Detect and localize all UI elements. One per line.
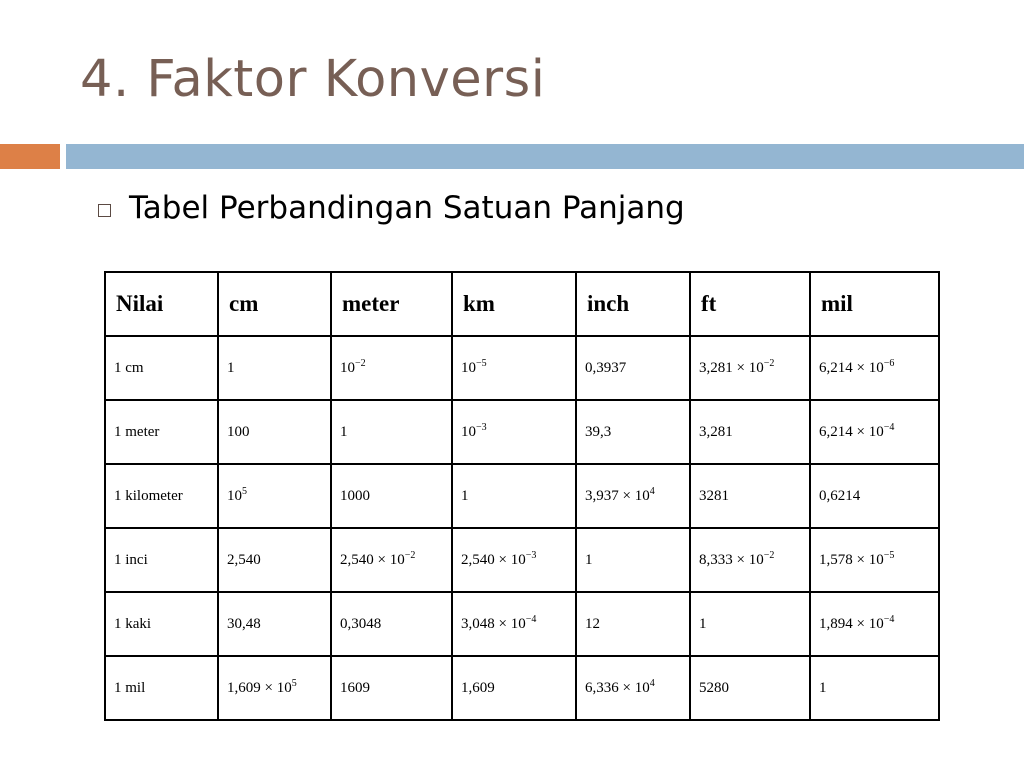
- table-header-row: [105, 272, 939, 336]
- cell-value: 1 inci: [114, 551, 148, 568]
- cell-value: 10: [461, 423, 476, 440]
- table-cell: [810, 528, 939, 592]
- cell-value: 3,281 × 10: [699, 359, 764, 376]
- table-cell: [331, 528, 452, 592]
- cell-value: 3,937 × 10: [585, 487, 650, 504]
- cell-value: 10: [227, 487, 242, 504]
- cell-value: 10: [340, 359, 355, 376]
- cell-exponent: −2: [763, 549, 775, 561]
- table-cell: [690, 336, 810, 400]
- table-cell: [331, 592, 452, 656]
- table-cell: [810, 656, 939, 720]
- cell-value: 2,540: [227, 551, 261, 568]
- cell-value: 1: [699, 615, 707, 632]
- table-cell: [331, 400, 452, 464]
- slide-title: 4. Faktor Konversi: [80, 50, 546, 109]
- cell-exponent: 5: [291, 677, 297, 689]
- header-cell: cm: [218, 272, 331, 336]
- cell-value: 1,578 × 10: [819, 551, 884, 568]
- cell-value: 1: [585, 551, 593, 568]
- cell-exponent: −5: [883, 549, 895, 561]
- cell-exponent: 4: [649, 485, 655, 497]
- table-cell: [690, 592, 810, 656]
- cell-value: 1 mil: [114, 679, 146, 696]
- accent-bar-blue: [66, 144, 1024, 169]
- cell-value: 30,48: [227, 615, 261, 632]
- header-cell: inch: [576, 272, 690, 336]
- cell-exponent: −2: [763, 357, 775, 369]
- table-cell: [452, 464, 576, 528]
- cell-value: 3,048 × 10: [461, 615, 526, 632]
- cell-value: 1 kaki: [114, 615, 152, 632]
- cell-value: 6,336 × 10: [585, 679, 650, 696]
- table-cell: [105, 400, 218, 464]
- cell-value: 0,3937: [585, 359, 627, 376]
- cell-value: 10: [461, 359, 476, 376]
- cell-value: 1 kilometer: [114, 487, 183, 504]
- cell-value: 0,3048: [340, 615, 382, 632]
- table-cell: [452, 656, 576, 720]
- cell-value: 1609: [340, 679, 370, 696]
- table-cell: [576, 336, 690, 400]
- cell-exponent: −3: [525, 549, 537, 561]
- cell-value: 1,609 × 10: [227, 679, 292, 696]
- cell-exponent: −4: [883, 613, 895, 625]
- cell-value: 3281: [699, 487, 729, 504]
- table-cell: [810, 400, 939, 464]
- table-cell: [690, 656, 810, 720]
- cell-value: 1: [340, 423, 348, 440]
- cell-exponent: −6: [883, 357, 895, 369]
- bullet-text: Tabel Perbandingan Satuan Panjang: [129, 190, 685, 226]
- accent-bar-orange: [0, 144, 60, 169]
- table-cell: [105, 656, 218, 720]
- header-cell: Nilai: [105, 272, 218, 336]
- cell-value: 12: [585, 615, 600, 632]
- table-cell: [576, 656, 690, 720]
- cell-value: 5280: [699, 679, 729, 696]
- cell-value: 1 cm: [114, 359, 144, 376]
- header-cell: km: [452, 272, 576, 336]
- table-cell: [452, 592, 576, 656]
- table-cell: [452, 336, 576, 400]
- table-cell: [690, 528, 810, 592]
- table-cell: [331, 656, 452, 720]
- table-cell: [576, 400, 690, 464]
- table-cell: [576, 528, 690, 592]
- cell-value: 1,894 × 10: [819, 615, 884, 632]
- cell-value: 6,214 × 10: [819, 423, 884, 440]
- table-row: [105, 464, 939, 528]
- table-cell: [690, 400, 810, 464]
- table-cell: [452, 400, 576, 464]
- table-cell: [218, 528, 331, 592]
- cell-value: 8,333 × 10: [699, 551, 764, 568]
- cell-exponent: −5: [476, 357, 487, 369]
- table-cell: [331, 464, 452, 528]
- table-cell: [218, 656, 331, 720]
- table-cell: [105, 528, 218, 592]
- table-cell: [218, 336, 331, 400]
- table-row: [105, 528, 939, 592]
- cell-value: 1 meter: [114, 423, 160, 440]
- cell-value: 1: [461, 487, 469, 504]
- cell-exponent: 4: [649, 677, 655, 689]
- cell-value: 6,214 × 10: [819, 359, 884, 376]
- cell-exponent: 5: [242, 485, 247, 497]
- cell-value: 0,6214: [819, 487, 861, 504]
- table-cell: [452, 528, 576, 592]
- table-cell: [576, 592, 690, 656]
- table-row: [105, 592, 939, 656]
- cell-value: 39,3: [585, 423, 612, 440]
- table-cell: [105, 336, 218, 400]
- table-cell: [105, 464, 218, 528]
- table-cell: [690, 464, 810, 528]
- cell-value: 2,540 × 10: [461, 551, 526, 568]
- cell-value: 1,609: [461, 679, 495, 696]
- table-cell: [810, 464, 939, 528]
- table-cell: [218, 592, 331, 656]
- cell-value: 1: [819, 679, 827, 696]
- cell-value: 1000: [340, 487, 370, 504]
- table-cell: [331, 336, 452, 400]
- cell-exponent: −3: [476, 421, 487, 433]
- table-cell: [810, 592, 939, 656]
- header-cell: mil: [810, 272, 939, 336]
- table-cell: [218, 464, 331, 528]
- cell-exponent: −4: [525, 613, 537, 625]
- table-cell: [576, 464, 690, 528]
- header-cell: ft: [690, 272, 810, 336]
- cell-value: 1: [227, 359, 235, 376]
- table-row: [105, 336, 939, 400]
- table-cell: [218, 400, 331, 464]
- header-cell: meter: [331, 272, 452, 336]
- table-row: [105, 400, 939, 464]
- table-cell: [105, 592, 218, 656]
- table-row: [105, 656, 939, 720]
- cell-exponent: −2: [404, 549, 416, 561]
- cell-exponent: −4: [883, 421, 895, 433]
- cell-value: 100: [227, 423, 250, 440]
- conversion-table: [104, 271, 940, 721]
- square-bullet-icon: [98, 204, 111, 217]
- table-cell: [810, 336, 939, 400]
- cell-value: 2,540 × 10: [340, 551, 405, 568]
- bullet-item: [98, 190, 685, 226]
- cell-exponent: −2: [355, 357, 366, 369]
- cell-value: 3,281: [699, 423, 733, 440]
